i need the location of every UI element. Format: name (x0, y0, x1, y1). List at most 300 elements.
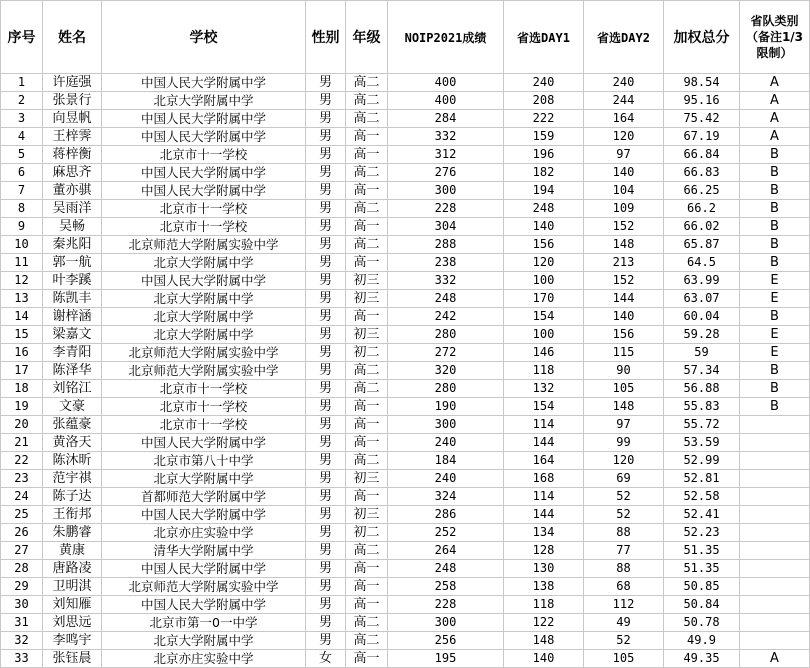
cell-grade: 高一 (346, 488, 388, 506)
cell-weighted-total: 49.35 (664, 650, 740, 668)
cell-day1: 170 (504, 290, 584, 308)
cell-weighted-total: 50.78 (664, 614, 740, 632)
cell-grade: 高一 (346, 146, 388, 164)
cell-day2: 52 (584, 488, 664, 506)
cell-team-category: B (740, 254, 810, 272)
cell-index: 7 (1, 182, 43, 200)
table-row (1, 290, 810, 308)
cell-school: 北京大学附属中学 (102, 290, 306, 308)
cell-grade: 高一 (346, 182, 388, 200)
cell-gender: 男 (306, 362, 346, 380)
cell-gender: 男 (306, 542, 346, 560)
cell-name: 陈凯丰 (43, 290, 102, 308)
cell-noip-score: 240 (388, 470, 504, 488)
cell-school: 中国人民大学附属中学 (102, 272, 306, 290)
cell-team-category: B (740, 380, 810, 398)
cell-grade: 高一 (346, 308, 388, 326)
cell-index: 32 (1, 632, 43, 650)
cell-weighted-total: 65.87 (664, 236, 740, 254)
cell-day1: 128 (504, 542, 584, 560)
cell-name: 唐路凌 (43, 560, 102, 578)
cell-name: 刘知雁 (43, 596, 102, 614)
cell-grade: 高一 (346, 416, 388, 434)
cell-grade: 高一 (346, 596, 388, 614)
cell-school: 北京大学附属中学 (102, 92, 306, 110)
cell-weighted-total: 59 (664, 344, 740, 362)
cell-gender: 男 (306, 614, 346, 632)
cell-gender: 男 (306, 506, 346, 524)
cell-noip-score: 258 (388, 578, 504, 596)
cell-noip-score: 276 (388, 164, 504, 182)
cell-weighted-total: 60.04 (664, 308, 740, 326)
cell-weighted-total: 63.99 (664, 272, 740, 290)
cell-school: 清华大学附属中学 (102, 542, 306, 560)
table-row (1, 272, 810, 290)
cell-index: 20 (1, 416, 43, 434)
table-row (1, 632, 810, 650)
cell-team-category (740, 614, 810, 632)
cell-school: 北京市十一学校 (102, 398, 306, 416)
cell-team-category: B (740, 164, 810, 182)
cell-weighted-total: 52.58 (664, 488, 740, 506)
cell-day2: 156 (584, 326, 664, 344)
cell-grade: 高二 (346, 164, 388, 182)
cell-school: 中国人民大学附属中学 (102, 182, 306, 200)
cell-gender: 男 (306, 200, 346, 218)
table-row (1, 164, 810, 182)
cell-noip-score: 280 (388, 380, 504, 398)
cell-day1: 154 (504, 398, 584, 416)
cell-day2: 49 (584, 614, 664, 632)
cell-day2: 213 (584, 254, 664, 272)
cell-grade: 高一 (346, 398, 388, 416)
cell-gender: 男 (306, 272, 346, 290)
cell-school: 中国人民大学附属中学 (102, 434, 306, 452)
cell-school: 北京市十一学校 (102, 218, 306, 236)
cell-weighted-total: 98.54 (664, 74, 740, 92)
cell-weighted-total: 66.84 (664, 146, 740, 164)
cell-index: 24 (1, 488, 43, 506)
cell-day2: 77 (584, 542, 664, 560)
cell-team-category (740, 632, 810, 650)
cell-name: 吴雨洋 (43, 200, 102, 218)
cell-team-category: A (740, 128, 810, 146)
cell-day2: 69 (584, 470, 664, 488)
cell-team-category (740, 542, 810, 560)
cell-day1: 140 (504, 218, 584, 236)
cell-day2: 90 (584, 362, 664, 380)
cell-grade: 高一 (346, 650, 388, 668)
cell-gender: 男 (306, 128, 346, 146)
cell-name: 向昱帆 (43, 110, 102, 128)
cell-school: 北京市十一学校 (102, 416, 306, 434)
cell-school: 北京师范大学附属实验中学 (102, 362, 306, 380)
cell-name: 张景行 (43, 92, 102, 110)
cell-grade: 高一 (346, 254, 388, 272)
cell-noip-score: 272 (388, 344, 504, 362)
cell-name: 张钰晨 (43, 650, 102, 668)
cell-index: 17 (1, 362, 43, 380)
cell-gender: 男 (306, 632, 346, 650)
cell-day2: 115 (584, 344, 664, 362)
cell-index: 25 (1, 506, 43, 524)
header-gender: 性别 (306, 1, 346, 74)
cell-noip-score: 256 (388, 632, 504, 650)
cell-index: 33 (1, 650, 43, 668)
cell-grade: 高二 (346, 110, 388, 128)
cell-day2: 105 (584, 380, 664, 398)
cell-noip-score: 300 (388, 182, 504, 200)
cell-noip-score: 248 (388, 560, 504, 578)
cell-weighted-total: 51.35 (664, 542, 740, 560)
cell-noip-score: 332 (388, 128, 504, 146)
cell-weighted-total: 75.42 (664, 110, 740, 128)
cell-noip-score: 324 (388, 488, 504, 506)
cell-noip-score: 286 (388, 506, 504, 524)
cell-weighted-total: 49.9 (664, 632, 740, 650)
cell-school: 中国人民大学附属中学 (102, 164, 306, 182)
cell-gender: 男 (306, 470, 346, 488)
cell-noip-score: 240 (388, 434, 504, 452)
cell-grade: 高二 (346, 74, 388, 92)
cell-day2: 97 (584, 146, 664, 164)
cell-name: 梁嘉文 (43, 326, 102, 344)
cell-weighted-total: 52.81 (664, 470, 740, 488)
cell-day1: 132 (504, 380, 584, 398)
table-row (1, 470, 810, 488)
cell-day2: 152 (584, 272, 664, 290)
cell-team-category (740, 506, 810, 524)
cell-weighted-total: 52.41 (664, 506, 740, 524)
table-row (1, 92, 810, 110)
cell-name: 吴畅 (43, 218, 102, 236)
table-row (1, 128, 810, 146)
cell-noip-score: 400 (388, 92, 504, 110)
cell-school: 北京市第八十中学 (102, 452, 306, 470)
cell-day2: 120 (584, 452, 664, 470)
cell-team-category: B (740, 398, 810, 416)
cell-school: 北京市十一学校 (102, 380, 306, 398)
cell-team-category: B (740, 236, 810, 254)
table-row (1, 560, 810, 578)
cell-gender: 男 (306, 92, 346, 110)
cell-noip-score: 400 (388, 74, 504, 92)
cell-gender: 男 (306, 254, 346, 272)
cell-day2: 88 (584, 560, 664, 578)
table-row (1, 596, 810, 614)
cell-gender: 男 (306, 182, 346, 200)
table-row (1, 614, 810, 632)
cell-grade: 高一 (346, 578, 388, 596)
cell-gender: 男 (306, 290, 346, 308)
cell-team-category: A (740, 74, 810, 92)
cell-index: 29 (1, 578, 43, 596)
cell-grade: 高一 (346, 128, 388, 146)
cell-team-category (740, 596, 810, 614)
cell-day1: 114 (504, 416, 584, 434)
table-row (1, 236, 810, 254)
cell-index: 4 (1, 128, 43, 146)
cell-school: 北京大学附属中学 (102, 308, 306, 326)
cell-grade: 高二 (346, 236, 388, 254)
cell-gender: 男 (306, 398, 346, 416)
table-row (1, 434, 810, 452)
cell-day2: 105 (584, 650, 664, 668)
cell-gender: 男 (306, 380, 346, 398)
cell-team-category: B (740, 308, 810, 326)
cell-grade: 初三 (346, 326, 388, 344)
cell-noip-score: 195 (388, 650, 504, 668)
cell-school: 中国人民大学附属中学 (102, 128, 306, 146)
cell-day1: 144 (504, 434, 584, 452)
header-row (1, 1, 810, 74)
cell-team-category: B (740, 362, 810, 380)
cell-index: 22 (1, 452, 43, 470)
table-row (1, 344, 810, 362)
cell-team-category (740, 488, 810, 506)
cell-day1: 156 (504, 236, 584, 254)
cell-team-category (740, 470, 810, 488)
cell-day1: 120 (504, 254, 584, 272)
cell-gender: 男 (306, 236, 346, 254)
cell-day1: 240 (504, 74, 584, 92)
cell-day2: 164 (584, 110, 664, 128)
cell-index: 8 (1, 200, 43, 218)
table-row (1, 398, 810, 416)
cell-index: 3 (1, 110, 43, 128)
cell-team-category: E (740, 272, 810, 290)
cell-name: 陈泽华 (43, 362, 102, 380)
cell-noip-score: 332 (388, 272, 504, 290)
cell-school: 首都师范大学附属中学 (102, 488, 306, 506)
cell-grade: 高一 (346, 560, 388, 578)
cell-noip-score: 288 (388, 236, 504, 254)
cell-index: 11 (1, 254, 43, 272)
cell-noip-score: 252 (388, 524, 504, 542)
cell-name: 谢梓涵 (43, 308, 102, 326)
cell-gender: 男 (306, 308, 346, 326)
cell-index: 2 (1, 92, 43, 110)
cell-gender: 女 (306, 650, 346, 668)
cell-day1: 248 (504, 200, 584, 218)
table-row (1, 326, 810, 344)
cell-weighted-total: 57.34 (664, 362, 740, 380)
cell-name: 陈沐昕 (43, 452, 102, 470)
table-row (1, 578, 810, 596)
cell-weighted-total: 67.19 (664, 128, 740, 146)
cell-day1: 100 (504, 326, 584, 344)
cell-weighted-total: 66.02 (664, 218, 740, 236)
cell-weighted-total: 66.2 (664, 200, 740, 218)
cell-day1: 114 (504, 488, 584, 506)
cell-day2: 140 (584, 308, 664, 326)
cell-day1: 130 (504, 560, 584, 578)
cell-school: 中国人民大学附属中学 (102, 110, 306, 128)
cell-day1: 100 (504, 272, 584, 290)
cell-index: 31 (1, 614, 43, 632)
cell-index: 15 (1, 326, 43, 344)
cell-day1: 138 (504, 578, 584, 596)
cell-weighted-total: 53.59 (664, 434, 740, 452)
cell-school: 中国人民大学附属中学 (102, 560, 306, 578)
cell-day1: 134 (504, 524, 584, 542)
cell-grade: 高二 (346, 362, 388, 380)
cell-day2: 240 (584, 74, 664, 92)
cell-grade: 高一 (346, 434, 388, 452)
cell-name: 郭一航 (43, 254, 102, 272)
table-row (1, 542, 810, 560)
cell-grade: 初三 (346, 470, 388, 488)
cell-day1: 164 (504, 452, 584, 470)
cell-team-category (740, 560, 810, 578)
cell-index: 27 (1, 542, 43, 560)
cell-day1: 140 (504, 650, 584, 668)
cell-school: 北京亦庄实验中学 (102, 524, 306, 542)
cell-index: 5 (1, 146, 43, 164)
cell-team-category: E (740, 290, 810, 308)
cell-day1: 208 (504, 92, 584, 110)
cell-day1: 146 (504, 344, 584, 362)
table-row (1, 218, 810, 236)
cell-day1: 122 (504, 614, 584, 632)
cell-grade: 高二 (346, 452, 388, 470)
cell-name: 王衔邦 (43, 506, 102, 524)
cell-day1: 194 (504, 182, 584, 200)
cell-team-category: A (740, 92, 810, 110)
cell-school: 北京师范大学附属实验中学 (102, 236, 306, 254)
cell-name: 黄康 (43, 542, 102, 560)
cell-gender: 男 (306, 326, 346, 344)
table-row (1, 452, 810, 470)
cell-grade: 高二 (346, 200, 388, 218)
cell-day1: 118 (504, 596, 584, 614)
cell-gender: 男 (306, 164, 346, 182)
cell-noip-score: 190 (388, 398, 504, 416)
cell-school: 北京市第一0一中学 (102, 614, 306, 632)
cell-grade: 初三 (346, 290, 388, 308)
cell-index: 6 (1, 164, 43, 182)
cell-day2: 120 (584, 128, 664, 146)
cell-noip-score: 284 (388, 110, 504, 128)
cell-index: 21 (1, 434, 43, 452)
cell-weighted-total: 59.28 (664, 326, 740, 344)
cell-name: 王梓霁 (43, 128, 102, 146)
cell-school: 中国人民大学附属中学 (102, 74, 306, 92)
cell-noip-score: 184 (388, 452, 504, 470)
cell-grade: 高二 (346, 92, 388, 110)
cell-day2: 97 (584, 416, 664, 434)
cell-school: 北京市十一学校 (102, 200, 306, 218)
cell-gender: 男 (306, 524, 346, 542)
cell-gender: 男 (306, 488, 346, 506)
cell-index: 18 (1, 380, 43, 398)
cell-day1: 148 (504, 632, 584, 650)
cell-grade: 初三 (346, 272, 388, 290)
table-row (1, 524, 810, 542)
cell-index: 28 (1, 560, 43, 578)
cell-name: 张蕴豪 (43, 416, 102, 434)
table-row (1, 650, 810, 668)
cell-index: 23 (1, 470, 43, 488)
table-row (1, 380, 810, 398)
cell-name: 许庭强 (43, 74, 102, 92)
cell-weighted-total: 55.72 (664, 416, 740, 434)
table-row (1, 110, 810, 128)
cell-index: 1 (1, 74, 43, 92)
cell-noip-score: 228 (388, 200, 504, 218)
table-row (1, 200, 810, 218)
cell-weighted-total: 64.5 (664, 254, 740, 272)
cell-day2: 68 (584, 578, 664, 596)
table-row (1, 74, 810, 92)
cell-weighted-total: 52.99 (664, 452, 740, 470)
cell-noip-score: 238 (388, 254, 504, 272)
cell-weighted-total: 95.16 (664, 92, 740, 110)
cell-weighted-total: 55.83 (664, 398, 740, 416)
cell-grade: 初二 (346, 524, 388, 542)
cell-gender: 男 (306, 596, 346, 614)
cell-noip-score: 320 (388, 362, 504, 380)
cell-grade: 初二 (346, 344, 388, 362)
cell-weighted-total: 56.88 (664, 380, 740, 398)
cell-day1: 222 (504, 110, 584, 128)
cell-name: 范宇祺 (43, 470, 102, 488)
cell-team-category (740, 452, 810, 470)
cell-name: 蒋梓衡 (43, 146, 102, 164)
cell-day1: 196 (504, 146, 584, 164)
cell-index: 26 (1, 524, 43, 542)
cell-day2: 52 (584, 506, 664, 524)
cell-weighted-total: 51.35 (664, 560, 740, 578)
cell-team-category: E (740, 326, 810, 344)
cell-team-category: A (740, 110, 810, 128)
cell-grade: 高二 (346, 380, 388, 398)
cell-noip-score: 242 (388, 308, 504, 326)
cell-noip-score: 312 (388, 146, 504, 164)
cell-team-category: B (740, 146, 810, 164)
header-school: 学校 (102, 1, 306, 74)
cell-gender: 男 (306, 146, 346, 164)
header-day1: 省选DAY1 (504, 1, 584, 74)
header-grade: 年级 (346, 1, 388, 74)
cell-grade: 高二 (346, 542, 388, 560)
cell-name: 叶李蹊 (43, 272, 102, 290)
cell-day1: 144 (504, 506, 584, 524)
cell-day1: 159 (504, 128, 584, 146)
cell-gender: 男 (306, 434, 346, 452)
cell-gender: 男 (306, 110, 346, 128)
cell-gender: 男 (306, 452, 346, 470)
cell-name: 秦兆阳 (43, 236, 102, 254)
cell-grade: 高一 (346, 218, 388, 236)
cell-day2: 144 (584, 290, 664, 308)
cell-noip-score: 264 (388, 542, 504, 560)
cell-name: 刘铭江 (43, 380, 102, 398)
cell-gender: 男 (306, 74, 346, 92)
cell-gender: 男 (306, 416, 346, 434)
cell-team-category (740, 434, 810, 452)
cell-day1: 182 (504, 164, 584, 182)
cell-day2: 152 (584, 218, 664, 236)
cell-noip-score: 304 (388, 218, 504, 236)
cell-weighted-total: 63.07 (664, 290, 740, 308)
cell-name: 董亦骐 (43, 182, 102, 200)
cell-weighted-total: 66.83 (664, 164, 740, 182)
cell-day2: 99 (584, 434, 664, 452)
cell-name: 陈子达 (43, 488, 102, 506)
header-index: 序号 (1, 1, 43, 74)
cell-grade: 高二 (346, 632, 388, 650)
